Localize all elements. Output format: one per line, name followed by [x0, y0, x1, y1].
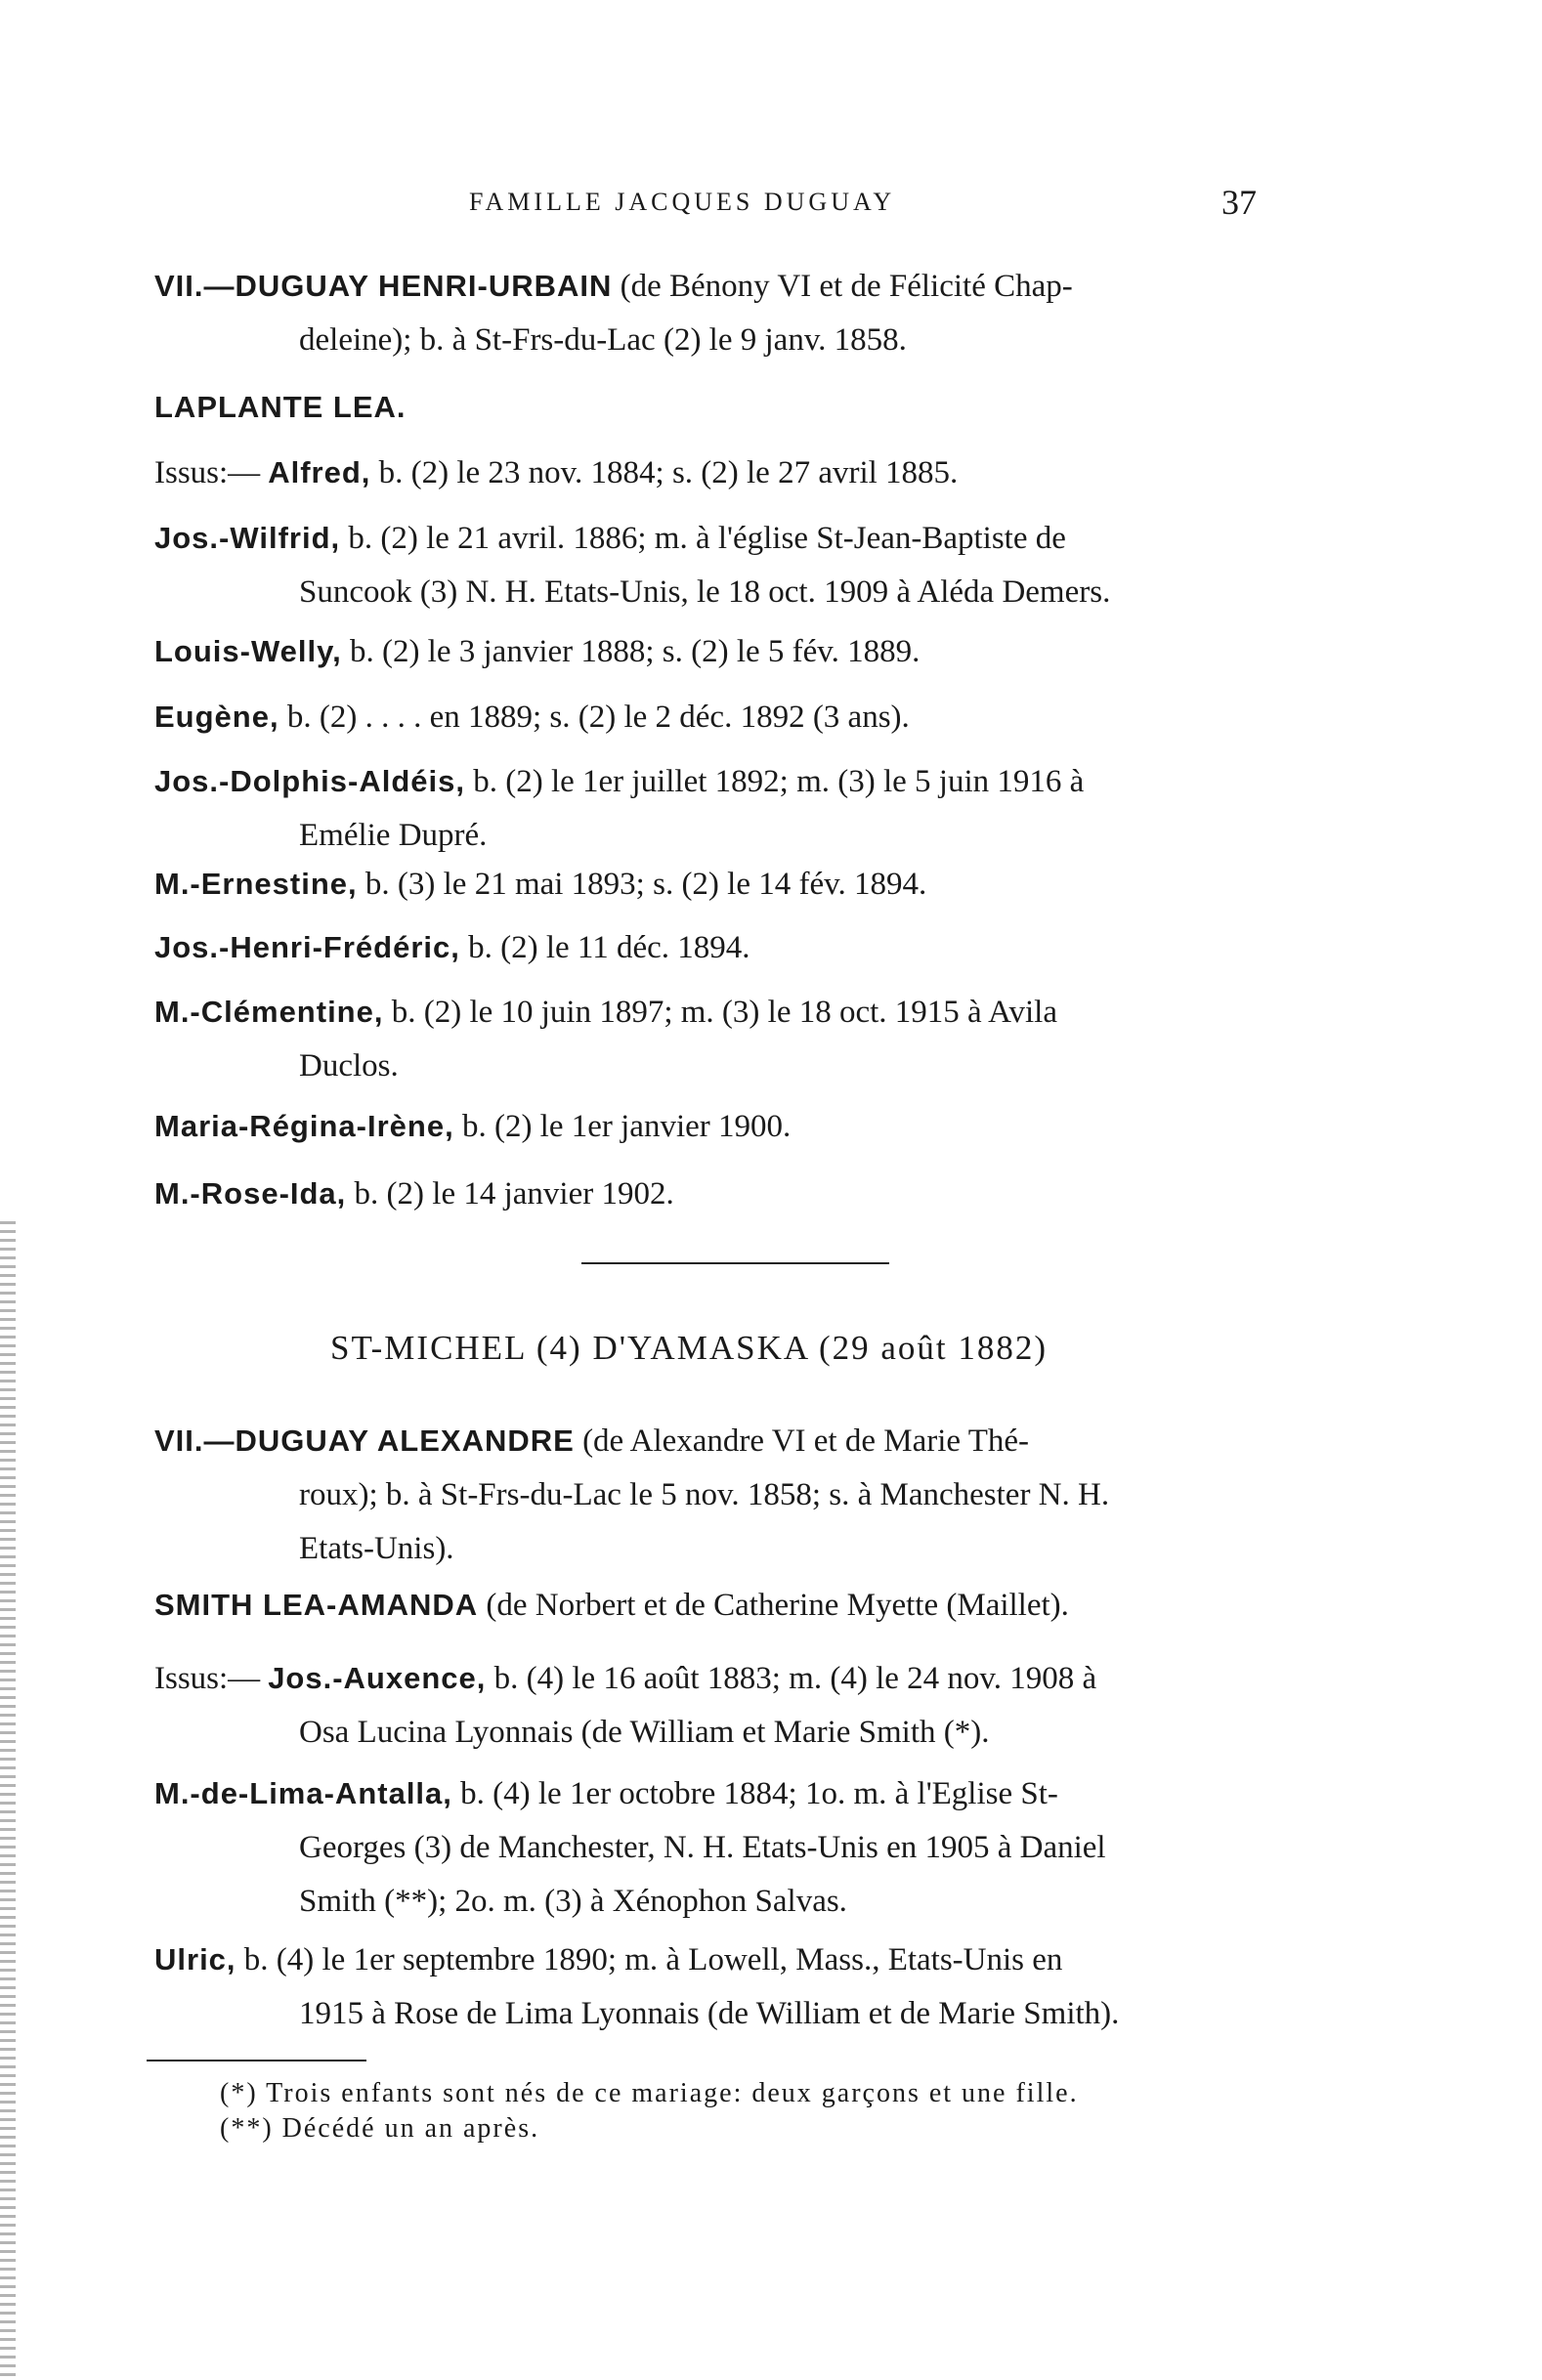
- entry-name: Ulric,: [154, 1942, 236, 1976]
- entry-text: b. (2) le 23 nov. 1884; s. (2) le 27 avril 1885.: [378, 455, 959, 490]
- entry-duguay-alexandre: [154, 1414, 1327, 1576]
- entry-continuation: deleine); b. à St-Frs-du-Lac (2) le 9 janv. 1858.: [299, 322, 907, 358]
- entry-ulric: [154, 1933, 1327, 2041]
- issus-label: Issus:—: [154, 455, 261, 490]
- entry-jos-henri-frederic: [154, 920, 1327, 975]
- entry-alfred: [154, 446, 1327, 500]
- section-title: ST-MICHEL (4) D'YAMASKA (29 août 1882): [330, 1329, 1049, 1367]
- entry-name: M.-Clémentine,: [154, 995, 384, 1029]
- entry-name: Jos.-Wilfrid,: [154, 521, 341, 555]
- entry-text: (de Bénony VI et de Félicité Chap-: [620, 269, 1073, 304]
- entry-jos-wilfrid: [154, 511, 1327, 619]
- page-number: 37: [1221, 183, 1257, 222]
- scan-edge: [0, 1221, 16, 2380]
- entry-name: Eugène,: [154, 700, 279, 734]
- entry-text: b. (4) le 1er septembre 1890; m. à Lowell, Mass., Etats-Unis en: [243, 1942, 1063, 1977]
- issus-label: Issus:—: [154, 1661, 261, 1696]
- footnote-rule: [147, 2060, 366, 2061]
- entry-louis-welly: [154, 624, 1327, 679]
- entry-text: b. (2) le 14 janvier 1902.: [354, 1176, 674, 1211]
- entry-name: SMITH LEA-AMANDA: [154, 1588, 479, 1622]
- entry-text: b. (2) le 21 avril. 1886; m. à l'église St-Jean-Baptiste de: [348, 521, 1066, 556]
- entry-name: Jos.-Dolphis-Aldéis,: [154, 764, 465, 798]
- footnote-2: (**) Décédé un an après.: [220, 2113, 540, 2144]
- entry-text: b. (2) le 10 juin 1897; m. (3) le 18 oct. 1915 à Avila: [391, 995, 1057, 1030]
- entry-continuation: Georges (3) de Manchester, N. H. Etats-Unis en 1905 à Daniel: [299, 1830, 1106, 1865]
- entry-laplante-lea: [154, 380, 1327, 435]
- section-separator: [581, 1262, 889, 1264]
- entry-text: b. (2) . . . . en 1889; s. (2) le 2 déc. 1892 (3 ans).: [286, 700, 910, 735]
- entry-name: VII.—DUGUAY ALEXANDRE: [154, 1424, 575, 1458]
- entry-name: Maria-Régina-Irène,: [154, 1109, 454, 1143]
- entry-text: b. (2) le 3 janvier 1888; s. (2) le 5 fév. 1889.: [349, 634, 921, 669]
- entry-jos-auxence: [154, 1651, 1327, 1760]
- entry-m-clementine: [154, 985, 1327, 1093]
- entry-jos-dolphis-aldeis: [154, 754, 1327, 863]
- entry-text: b. (2) le 1er juillet 1892; m. (3) le 5 juin 1916 à: [473, 764, 1085, 799]
- entry-continuation-2: Etats-Unis).: [299, 1531, 454, 1566]
- entry-m-rose-ida: [154, 1167, 1327, 1221]
- entry-smith-lea-amanda: [154, 1578, 1327, 1633]
- entry-name: Jos.-Henri-Frédéric,: [154, 930, 460, 964]
- entry-eugene: [154, 690, 1327, 744]
- entry-name: M.-Ernestine,: [154, 867, 358, 901]
- entry-continuation: Emélie Dupré.: [299, 818, 488, 853]
- entry-m-de-lima-antalla: [154, 1766, 1327, 1929]
- entry-text: b. (3) le 21 mai 1893; s. (2) le 14 fév. 1894.: [364, 867, 927, 902]
- entry-text: (de Alexandre VI et de Marie Thé-: [582, 1424, 1029, 1459]
- entry-name: M.-Rose-Ida,: [154, 1176, 347, 1211]
- entry-name: Louis-Welly,: [154, 634, 342, 668]
- entry-m-ernestine: [154, 857, 1327, 912]
- page-header: [0, 182, 1542, 231]
- entry-continuation-2: Smith (**); 2o. m. (3) à Xénophon Salvas.: [299, 1884, 847, 1919]
- entry-text: b. (2) le 1er janvier 1900.: [461, 1109, 792, 1144]
- entry-name: Jos.-Auxence,: [268, 1661, 487, 1695]
- entry-maria-regina-irene: [154, 1099, 1327, 1154]
- entry-continuation: Osa Lucina Lyonnais (de William et Marie Smith (*).: [299, 1715, 990, 1750]
- entry-name: LAPLANTE LEA.: [154, 390, 407, 424]
- footnotes: [220, 2076, 1079, 2146]
- entry-name: Alfred,: [268, 455, 371, 489]
- entry-name: VII.—DUGUAY HENRI-URBAIN: [154, 269, 613, 303]
- entry-name: M.-de-Lima-Antalla,: [154, 1776, 452, 1810]
- entry-text: b. (4) le 16 août 1883; m. (4) le 24 nov. 1908 à: [493, 1661, 1097, 1696]
- entry-continuation: Duclos.: [299, 1048, 399, 1084]
- entry-continuation: roux); b. à St-Frs-du-Lac le 5 nov. 1858; s. à Manchester N. H.: [299, 1477, 1110, 1512]
- entry-text: b. (2) le 11 déc. 1894.: [468, 930, 750, 965]
- entry-duguay-henri-urbain: [154, 259, 1327, 367]
- footnote-1: (*) Trois enfants sont nés de ce mariage: deux garçons et une fille.: [220, 2078, 1079, 2108]
- entry-text: b. (4) le 1er octobre 1884; 1o. m. à l'Eglise St-: [460, 1776, 1058, 1811]
- running-head: FAMILLE JACQUES DUGUAY: [469, 188, 896, 216]
- entry-text: (de Norbert et de Catherine Myette (Maillet).: [486, 1588, 1069, 1623]
- entry-continuation: Suncook (3) N. H. Etats-Unis, le 18 oct. 1909 à Aléda Demers.: [299, 574, 1111, 610]
- entry-continuation: 1915 à Rose de Lima Lyonnais (de William et de Marie Smith).: [299, 1996, 1120, 2031]
